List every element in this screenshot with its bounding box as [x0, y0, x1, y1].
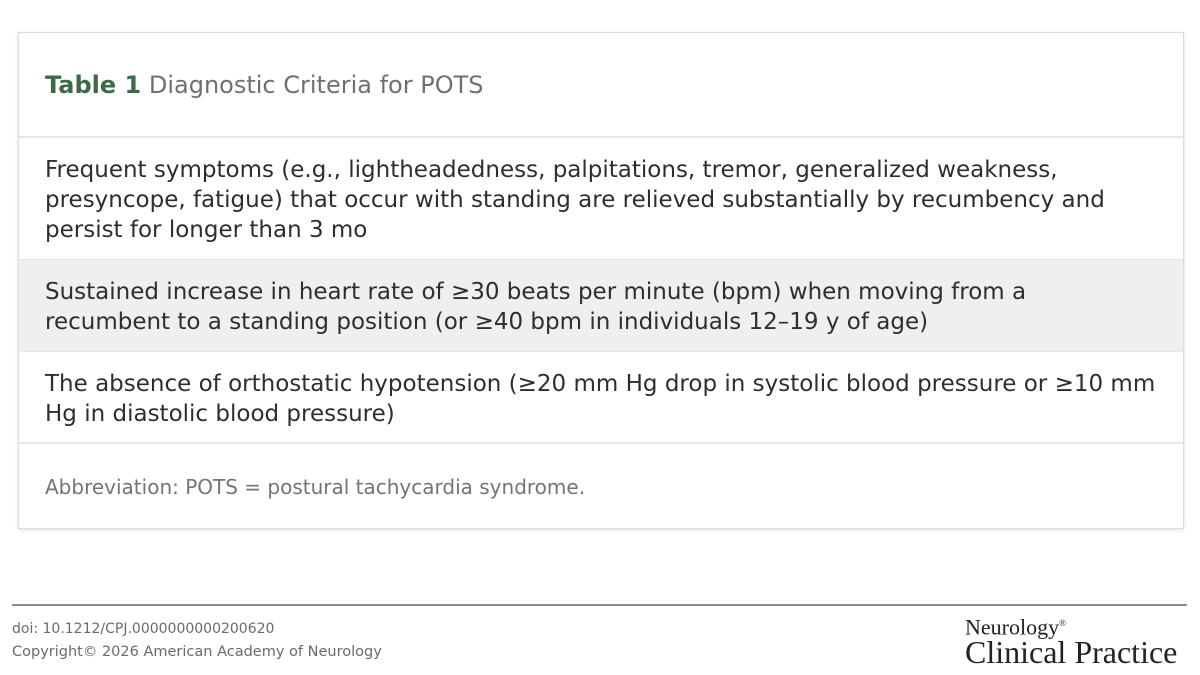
footer-divider	[12, 604, 1187, 606]
table-row: Sustained increase in heart rate of ≥30 beats per minute (bpm) when moving from a recumbent to a standing position (or ≥40 bpm in individuals 12–19 y of age)	[19, 260, 1183, 352]
copyright-text: Copyright© 2026 American Academy of Neurology	[12, 644, 382, 660]
journal-logo	[965, 610, 1187, 670]
table-footnote: Abbreviation: POTS = postural tachycardia syndrome.	[45, 475, 586, 499]
table-row: Frequent symptoms (e.g., lightheadedness, palpitations, tremor, generalized weakness, presyncope, fatigue) that occur with standing are relieved substantially by recumbency and persist for longer than 3 mo	[19, 138, 1183, 260]
logo-clinical-practice-text: Clinical Practice	[965, 634, 1178, 670]
table-card	[18, 32, 1184, 529]
table-title: Diagnostic Criteria for POTS	[148, 71, 484, 99]
table-label: Table 1	[45, 71, 142, 99]
table-header	[19, 33, 1183, 138]
table-row: The absence of orthostatic hypotension (≥20 mm Hg drop in systolic blood pressure or ≥10 mm Hg in diastolic blood pressure)	[19, 352, 1183, 444]
logo-trademark: ®	[1059, 618, 1066, 628]
logo-neurology-text: Neurology	[965, 614, 1060, 640]
doi-text: doi: 10.1212/CPJ.0000000000200620	[12, 621, 275, 637]
